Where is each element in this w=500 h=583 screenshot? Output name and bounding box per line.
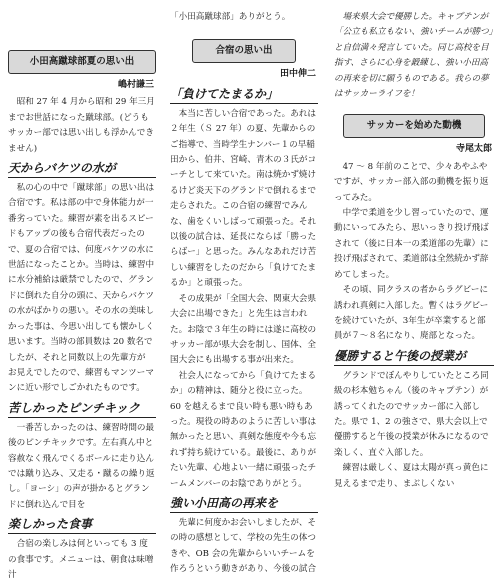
body-paragraph: その頃、同クラスの者からラグビーに誘われ真剣に入部した。暫くはラグビーを続けていたが、3年生が卒業すると部員が７～８名になり、廃部となった。 — [334, 285, 489, 342]
body-paragraph: 先輩に何度かお会いしましたが、その時の感想として、学校の先生の体つきや、OB 会の先輩からいいチームを作ろうという動きがあり、今後の試合 — [170, 517, 317, 575]
article-title: サッカーを始めた動機 — [343, 114, 485, 138]
article-author: 寺尾太郎 — [455, 144, 492, 155]
column-3 — [334, 0, 494, 492]
body-paragraph: 一番苦しかったのは、練習時間の最後のピンチキックです。左右真ん中と容赦なく飛んでくるボールに走り込んでは蹴り込み、又走る・蹴るの繰り返し。「ヨーシ」の声が掛かるとグランドに倒れ込んで目を — [8, 422, 155, 510]
article-title: 小田高蹴球部夏の思い出 — [8, 50, 156, 74]
body-paragraph: 社会人になってから「負けてたまるか」の精神は、随分と役に立った。60 を越えるまで良い時も悪い時もあった。現役の時あのように苦しい事は無かったと思い、真剣な態度や今も忘れず持ち続けている。最後に、ありがたい先輩、心地よい一緒に頑張ったチームメンバーのお陰でありがとう。 — [170, 370, 317, 489]
body-paragraph: その成果が「全国大会、関東大会県大会に出場できた」と先生は言われた。お陰で３年生の時には遂に高校のサッカー部が県大会を制し、国体、全国大会にも出場する事が出来た。 — [170, 293, 317, 366]
body-paragraph: 47 ～ 8 年前のことで、少々あやふやですが、サッカー部入部の動機を振り返ってみた。 — [334, 161, 489, 203]
body-paragraph: 私の心の中で「蹴球部」の思い出は合宿です。私は部の中で身体能力が一番劣っていた。練習が素を出るスピードもアップの後も合宿代表だったので、夏の合宿では、何度バケツの水に世話になったことか。当時は、練習中に水分補給は厳禁でしたので、グランドに倒れた自分の頭に、天からバケツの水がばかりの悪い。その水の美味しかった事は、今思い出しても懐かしく思います。当時の部員数は 20 数名でしたが、それと同数以上の先輩方が お見えでしたので、練習もマンツーマンに近い形でしごかれたものです。 — [8, 183, 155, 394]
body-paragraph: グランドでぼんやりしていたところ同級の杉本勉ちゃん（後のキャプテン）が誘ってくれたのでサッカー部に入部した。県で 1、2 の強さで、県大会以上で優勝すると午後の授業が休みになるので楽しく、直ぐ入部した。 — [334, 370, 489, 458]
column-1 — [8, 0, 156, 583]
article-author: 田中伸二 — [279, 69, 316, 80]
body-paragraph: 中学で柔道を少し習っていたので、運動にいってみたら、思いっきり投げ飛ばされて（後に日本一の柔道部の先輩）に投げ飛ばされて、柔道部は全然続かず辞めてしまった。 — [334, 208, 489, 280]
section-heading: 苦しかったピンチキック — [8, 400, 156, 418]
article-title: 合宿の思い出 — [192, 39, 296, 63]
body-paragraph: 合宿の楽しみは何といっても 3 度の食事です。メニューは、朝食は味噌汁 — [8, 539, 154, 580]
column-2 — [170, 0, 318, 578]
section-heading: 天からバケツの水が — [8, 160, 156, 178]
article-author: 嶋村謙三 — [117, 80, 154, 90]
body-paragraph: 「小田高蹴球部」ありがとう。 — [170, 12, 291, 22]
body-paragraph: 本当に苦しい合宿であった。あれは２年生（Ｓ 27 年）の夏、先輩からのご指導で、当時学生ナンバー１の早稲田から、伯井、宮崎、青木の３氏がコーチとして来ていた。南は焼かず焼けるけど炎天下のグランドで倒れるまで走らされた。この合宿の練習でみんな、歯をくいしばって頑張った。それ以後の試合は、延長にならば「勝ったらばー」と思った。みんなあれだけ苦しい練習をしたのだから「負けてたまるか」と頑張った。 — [170, 108, 317, 289]
body-paragraph: 練習は厳しく、夏は太陽が真っ黄色に見えるまで走り、まぶしくない — [334, 463, 489, 489]
section-heading: 「負けてたまるか」 — [170, 86, 318, 104]
body-paragraph: 場来県大会で優勝した。キャプテンが「公立も私立もない、強いチームが勝つ」と自信満々発言していた。同じ高校を目指す、さらに心身を鍛練し、強い小田高の再来を切に願うものである。我らの夢はサッカーライフを！ — [334, 12, 493, 100]
intro-paragraph: 昭和 27 年 4 月から昭和 29 年三月までお世話になった蹴球部。(どうもサッカー部では思い出しも浮かんできません) — [8, 97, 155, 154]
section-heading: 優勝すると午後の授業が — [334, 348, 494, 366]
section-heading: 楽しかった食事 — [8, 516, 156, 534]
section-heading: 強い小田高の再来を — [170, 495, 318, 513]
